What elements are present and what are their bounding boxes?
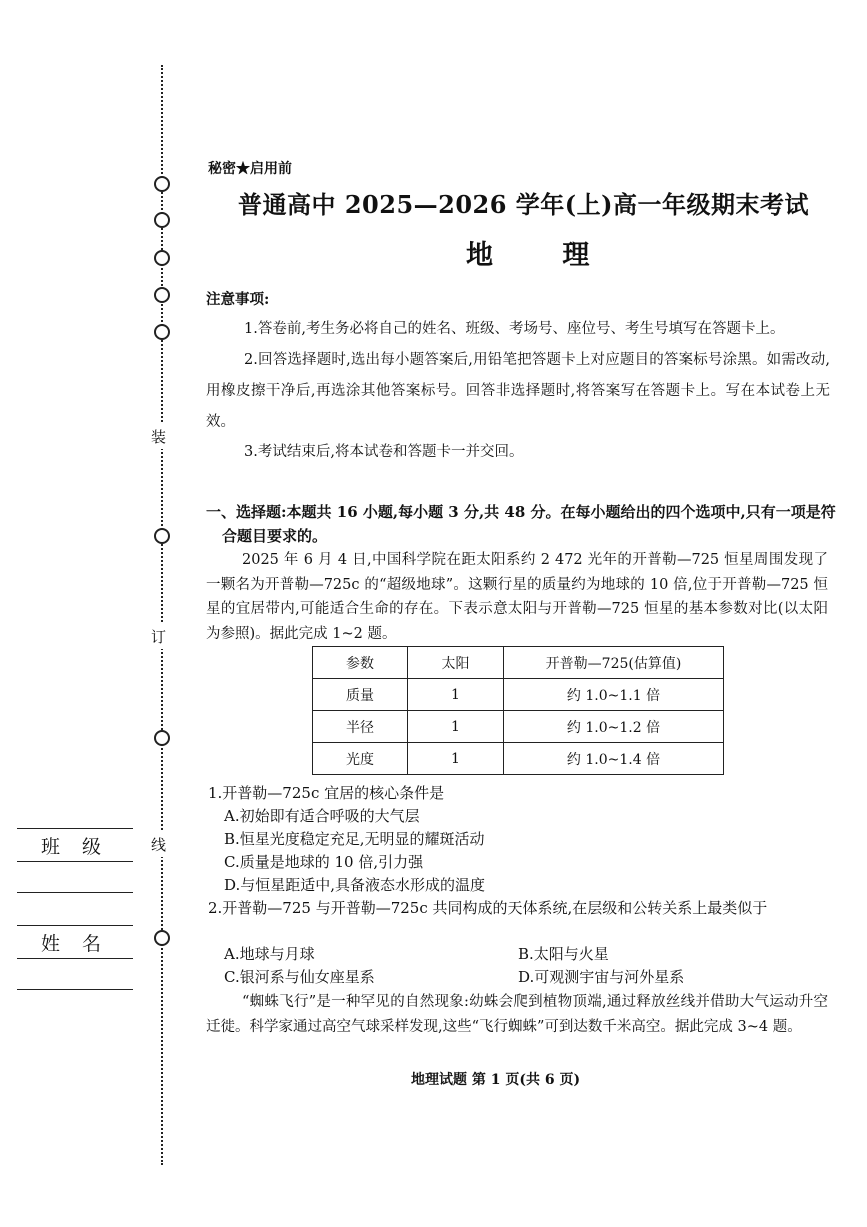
question-2-option-b: B.太阳与火星: [518, 945, 609, 963]
question-2-option-a: A.地球与月球: [224, 945, 315, 963]
binding-hole: [154, 250, 170, 266]
subject-title: 地 理: [466, 240, 620, 271]
binding-hole: [154, 176, 170, 192]
question-1-option-c: C.质量是地球的 10 倍,引力强: [224, 853, 424, 871]
table-cell: 1: [408, 711, 504, 743]
binding-hole: [154, 212, 170, 228]
binding-dashed-line: [161, 65, 163, 1165]
table-header: 开普勒—725(估算值): [504, 647, 724, 679]
notice-item: 1.答卷前,考生务必将自己的姓名、班级、考场号、座位号、考生号填写在答题卡上。: [244, 321, 785, 337]
table-header: 太阳: [408, 647, 504, 679]
bind-char-zhuang: 装: [151, 424, 166, 449]
table-cell: 约 1.0~1.1 倍: [504, 679, 724, 711]
table-cell: 1: [408, 679, 504, 711]
binding-hole: [154, 287, 170, 303]
binding-hole: [154, 324, 170, 340]
question-1-option-a: A.初始即有适合呼吸的大气层: [224, 807, 420, 825]
notice-heading: 注意事项:: [206, 291, 270, 308]
name-field: [17, 925, 133, 990]
question-1-option-d: D.与恒星距适中,具备液态水形成的温度: [224, 876, 486, 894]
material-paragraph: 2025 年 6 月 4 日,中国科学院在距太阳系约 2 472 光年的开普勒—725 恒星周围发现了一颗名为开普勒—725c 的“超级地球”。这颗行星的质量约为地球的 10 倍,位于开普勒—725 恒星的宜居带内,可能适合生命的存在。下表示意太阳与开普勒—725 恒星的基本参数对比(以太阳为参照)。据此完成 1~2 题。: [206, 552, 828, 642]
table-cell: 光度: [313, 743, 408, 775]
notice-item: 2.回答选择题时,选出每小题答案后,用铅笔把答题卡上对应题目的答案标号涂黑。如需改动,用橡皮擦干净后,再选涂其他答案标号。回答非选择题时,将答案写在答题卡上。写在本试卷上无效。: [206, 352, 830, 430]
question-2-stem: 2.开普勒—725 与开普勒—725c 共同构成的天体系统,在层级和公转关系上最类似于: [208, 899, 768, 917]
table-header-row: [313, 647, 724, 679]
bind-char-ding: 订: [151, 624, 166, 649]
table-cell: 1: [408, 743, 504, 775]
name-blank: [17, 959, 133, 989]
class-field: [17, 828, 133, 893]
table-cell: 约 1.0~1.4 倍: [504, 743, 724, 775]
class-blank: [17, 862, 133, 892]
table-cell: 质量: [313, 679, 408, 711]
table-row: [313, 679, 724, 711]
class-label: 班 级: [17, 829, 133, 862]
binding-hole: [154, 730, 170, 746]
table-header: 参数: [313, 647, 408, 679]
table-cell: 约 1.0~1.2 倍: [504, 711, 724, 743]
page-footer: 地理试题 第 1 页(共 6 页): [411, 1072, 581, 1088]
table-cell: 半径: [313, 711, 408, 743]
bind-char-xian: 线: [151, 832, 166, 857]
notice-item: 3.考试结束后,将本试卷和答题卡一并交回。: [244, 444, 524, 460]
section-heading: 一、选择题:本题共 16 小题,每小题 3 分,共 48 分。在每小题给出的四个选项中,只有一项是符合题目要求的。: [206, 503, 836, 545]
question-1-stem: 1.开普勒—725c 宜居的核心条件是: [208, 784, 445, 802]
table-row: [313, 743, 724, 775]
binding-hole: [154, 528, 170, 544]
exam-title: 普通高中 2025—2026 学年(上)高一年级期末考试: [238, 190, 810, 219]
question-2-option-c: C.银河系与仙女座星系: [224, 968, 375, 986]
question-1-option-b: B.恒星光度稳定充足,无明显的耀斑活动: [224, 830, 485, 848]
question-2-option-d: D.可观测宇宙与河外星系: [518, 968, 685, 986]
secret-mark: 秘密★启用前: [208, 161, 292, 177]
name-label: 姓 名: [17, 926, 133, 959]
material-paragraph-2: “蜘蛛飞行”是一种罕见的自然现象:幼蛛会爬到植物顶端,通过释放丝线并借助大气运动升空迁徙。科学家通过高空气球采样发现,这些“飞行蜘蛛”可到达数千米高空。据此完成 3~4 题。: [206, 994, 828, 1035]
parameter-table: [312, 646, 724, 775]
table-row: [313, 711, 724, 743]
binding-hole: [154, 930, 170, 946]
